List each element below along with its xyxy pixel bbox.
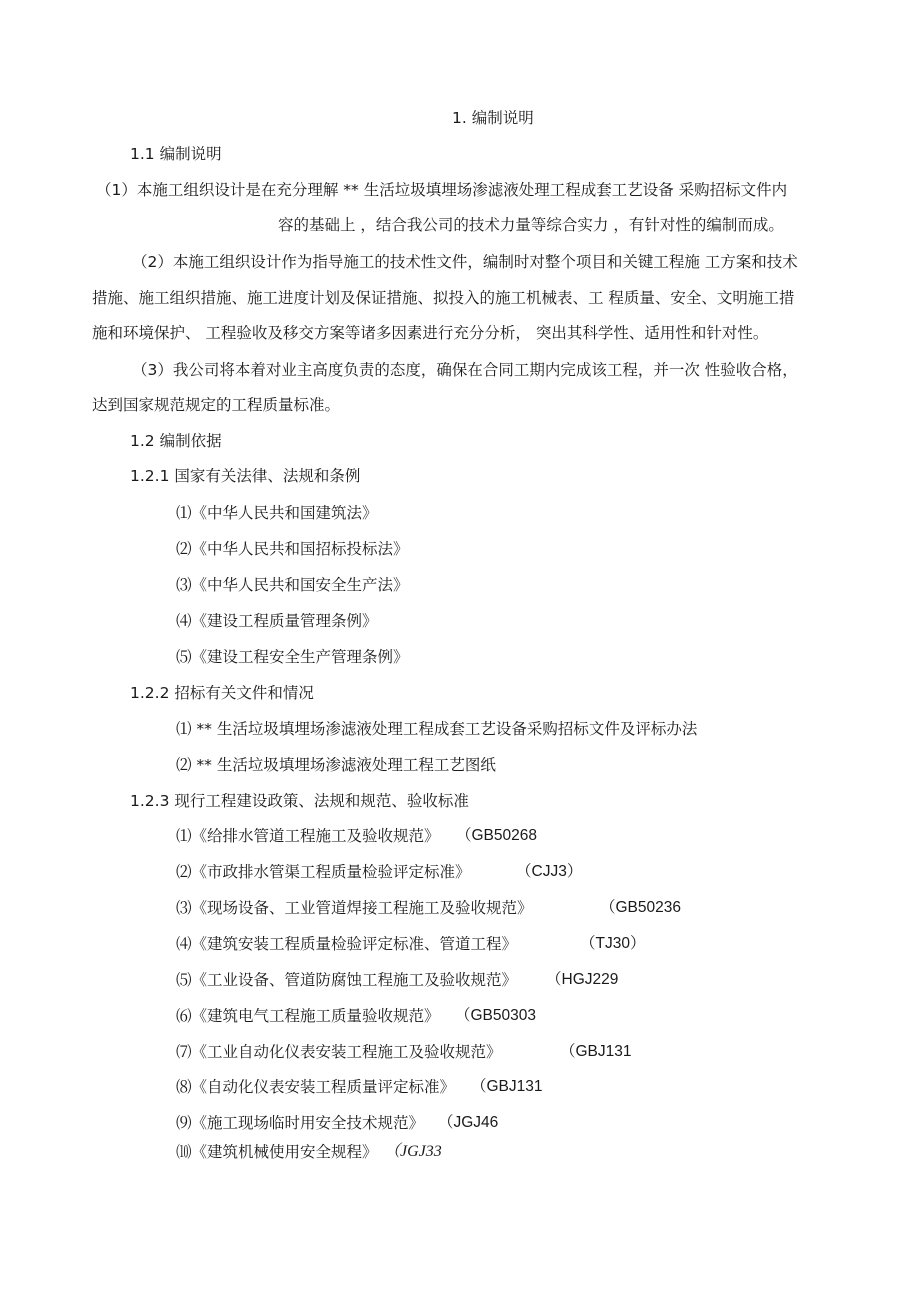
law-item: ⑶《中华人民共和国安全生产法》 — [176, 576, 409, 594]
standard-item-code: （CJJ3） — [516, 863, 583, 880]
standard-item-name: ⑺《工业自动化仪表安装工程施工及验收规范》 — [176, 1043, 502, 1061]
standard-item-code: （GBJ131 — [560, 1043, 632, 1060]
section-heading-1-1: 1.1 编制说明 — [130, 145, 222, 163]
standard-item-name: ⑼《施工现场临时用安全技术规范》 — [176, 1114, 425, 1132]
standard-item-code: （GBJ131 — [471, 1078, 543, 1095]
law-item: ⑴《中华人民共和国建筑法》 — [176, 504, 378, 522]
paragraph-2-line-2: 措施、施工组织措施、施工进度计划及保证措施、拟投入的施工机械表、工 程质量、安全、文明施工措 — [92, 289, 795, 307]
paragraph-2-line-3: 施和环境保护、 工程验收及移交方案等诸多因素进行充分分析， 突出其科学性、适用性和针对性。 — [92, 324, 769, 342]
standard-item-code: （TJ30） — [580, 935, 646, 952]
standard-item-code: （GB50268 — [456, 827, 537, 844]
section-heading-1-2-2: 1.2.2 招标有关文件和情况 — [130, 684, 314, 702]
standard-item-name: ⑷《建筑安装工程质量检验评定标准、管道工程》 — [176, 935, 518, 953]
law-item: ⑷《建设工程质量管理条例》 — [176, 612, 378, 630]
tender-item: ⑴ ** 生活垃圾填埋场渗滤液处理工程成套工艺设备采购招标文件及评标办法 — [176, 720, 698, 738]
standard-item-code: （JGJ46 — [438, 1114, 499, 1131]
paragraph-2-line-1: （2）本施工组织设计作为指导施工的技术性文件，编制时对整个项目和关键工程施 工方案和技术 — [132, 253, 798, 271]
paragraph-3-line-2: 达到国家规范规定的工程质量标准。 — [92, 396, 341, 414]
standard-item-name: ⑵《市政排水管渠工程质量检验评定标准》 — [176, 863, 471, 881]
section-heading-1-2-1: 1.2.1 国家有关法律、法规和条例 — [130, 467, 361, 485]
document-title: 1. 编制说明 — [452, 109, 534, 127]
paragraph-1-line-2: 容的基础上 ，结合我公司的技术力量等综合实力 ，有针对性的编制而成。 — [278, 216, 784, 234]
standard-item-name: ⑽《建筑机械使用安全规程》 — [176, 1143, 378, 1161]
standard-item-name: ⑶《现场设备、工业管道焊接工程施工及验收规范》 — [176, 899, 533, 917]
standard-item-code: （GB50236 — [600, 899, 681, 916]
standard-item-name: ⑴《给排水管道工程施工及验收规范》 — [176, 827, 440, 845]
paragraph-1-line-1: （1）本施工组织设计是在充分理解 ** 生活垃圾填埋场渗滤液处理工程成套工艺设备 采购招标文件内 — [96, 181, 788, 199]
section-heading-1-2: 1.2 编制依据 — [130, 432, 222, 450]
paragraph-3-line-1: （3）我公司将本着对业主高度负责的态度，确保在合同工期内完成该工程，并一次 性验收合格， — [132, 361, 798, 379]
standard-item-name: ⑹《建筑电气工程施工质量验收规范》 — [176, 1007, 440, 1025]
section-heading-1-2-3: 1.2.3 现行工程建设政策、法规和规范、验收标准 — [130, 792, 469, 810]
standard-item-name: ⑸《工业设备、管道防腐蚀工程施工及验收规范》 — [176, 971, 518, 989]
law-item: ⑵《中华人民共和国招标投标法》 — [176, 540, 409, 558]
law-item: ⑸《建设工程安全生产管理条例》 — [176, 648, 409, 666]
standard-item-code: （GB50303 — [455, 1007, 536, 1024]
standard-item-code: （JGJ33 — [384, 1143, 442, 1160]
standard-item-code: （HGJ229 — [546, 971, 619, 988]
tender-item: ⑵ ** 生活垃圾填埋场渗滤液处理工程工艺图纸 — [176, 756, 496, 774]
standard-item-name: ⑻《自动化仪表安装工程质量评定标准》 — [176, 1078, 456, 1096]
